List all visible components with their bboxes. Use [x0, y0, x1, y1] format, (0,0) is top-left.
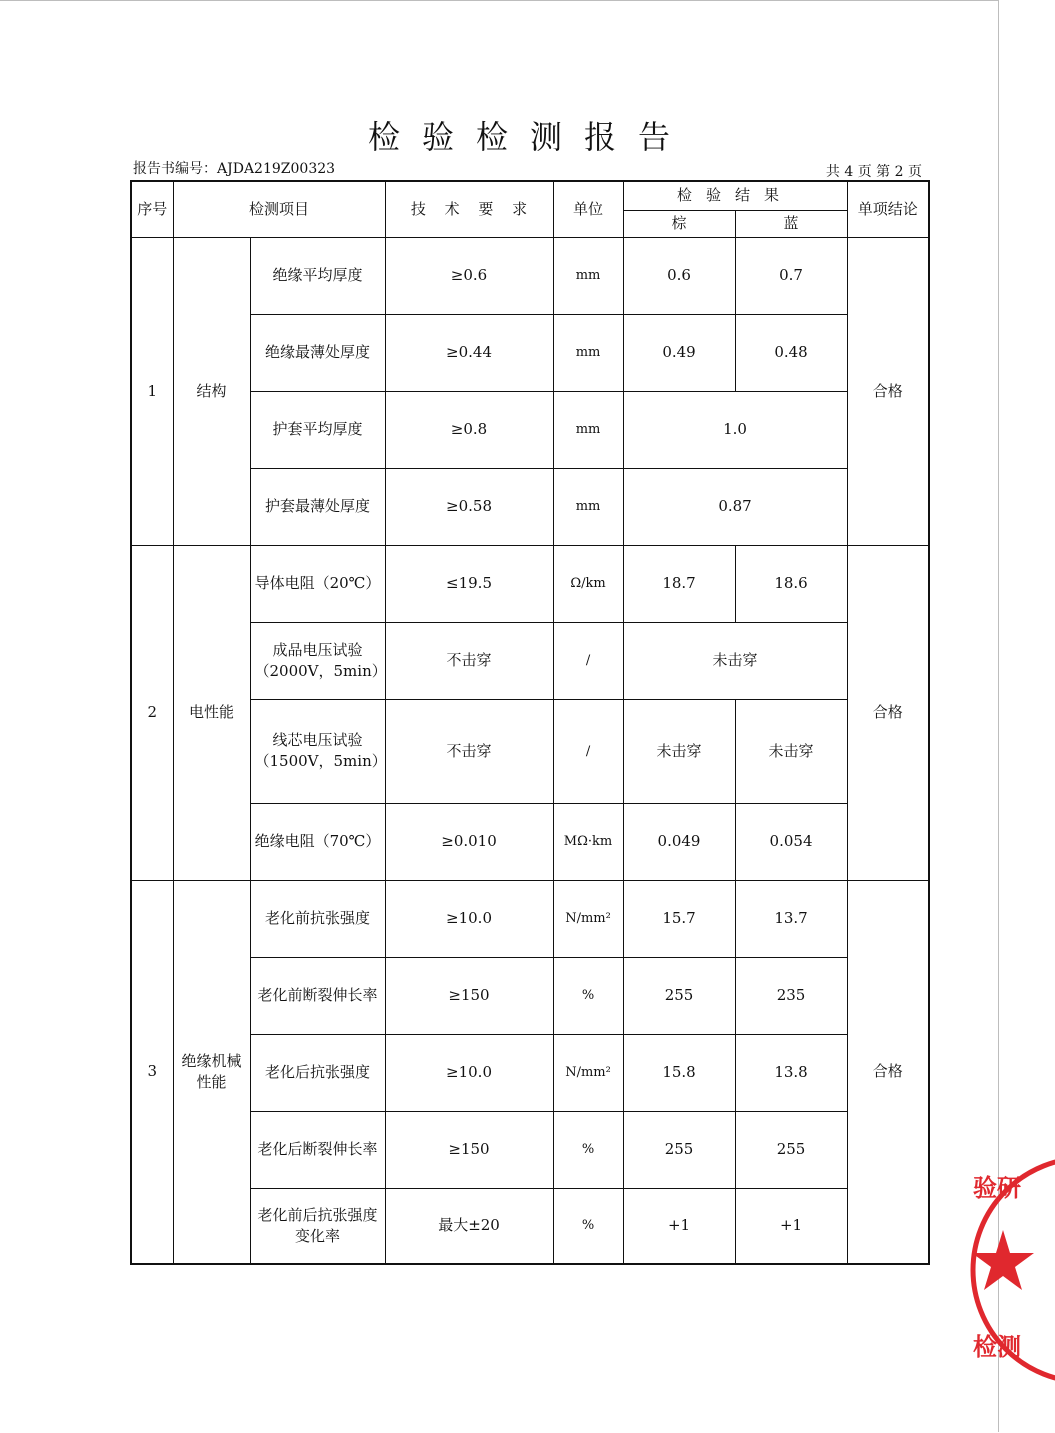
- unit: mm: [553, 237, 623, 314]
- result-brown: 0.049: [623, 803, 735, 880]
- inspection-seal: [965, 1150, 1055, 1390]
- page-info: 共 4 页 第 2 页: [825, 164, 922, 180]
- table-row: [131, 1188, 929, 1264]
- result-brown: 15.7: [623, 880, 735, 957]
- requirement: ≥0.010: [385, 803, 553, 880]
- table-row: [131, 314, 929, 391]
- requirement: ≥150: [385, 957, 553, 1034]
- result-brown: 未击穿: [623, 699, 735, 803]
- table-row: [131, 237, 929, 314]
- requirement: ≥10.0: [385, 1034, 553, 1111]
- result-brown: 15.8: [623, 1034, 735, 1111]
- result-brown: 255: [623, 1111, 735, 1188]
- svg-text:检测: 检测: [973, 1333, 1021, 1361]
- header-conclusion: 单项结论: [847, 181, 929, 237]
- item-name: 护套最薄处厚度: [250, 468, 385, 545]
- group-seq: 2: [131, 545, 173, 880]
- unit: N/mm²: [553, 1034, 623, 1111]
- table-row: [131, 468, 929, 545]
- item-name: 老化前抗张强度: [250, 880, 385, 957]
- table-row: [131, 545, 929, 622]
- header-unit: 单位: [553, 181, 623, 237]
- result-blue: 18.6: [735, 545, 847, 622]
- conclusion: 合格: [847, 880, 929, 1264]
- result-brown: 0.6: [623, 237, 735, 314]
- requirement: ≥0.44: [385, 314, 553, 391]
- requirement: ≥0.58: [385, 468, 553, 545]
- requirement: ≥0.6: [385, 237, 553, 314]
- header-requirement: 技 术 要 求: [385, 181, 553, 237]
- result-blue: +1: [735, 1188, 847, 1264]
- result-merged: 0.87: [623, 468, 847, 545]
- unit: %: [553, 1188, 623, 1264]
- unit: mm: [553, 314, 623, 391]
- conclusion: 合格: [847, 237, 929, 545]
- item-name: 老化后断裂伸长率: [250, 1111, 385, 1188]
- result-merged: 1.0: [623, 391, 847, 468]
- result-blue: 255: [735, 1111, 847, 1188]
- result-blue: 235: [735, 957, 847, 1034]
- requirement: ≥0.8: [385, 391, 553, 468]
- requirement: ≥10.0: [385, 880, 553, 957]
- result-brown: +1: [623, 1188, 735, 1264]
- group-seq: 1: [131, 237, 173, 545]
- requirement: ≤19.5: [385, 545, 553, 622]
- table-row: [131, 803, 929, 880]
- result-blue: 13.7: [735, 880, 847, 957]
- table-row: [131, 622, 929, 699]
- result-blue: 0.054: [735, 803, 847, 880]
- header-result: 检验结果: [623, 181, 847, 210]
- item-name: 导体电阻（20℃）: [250, 545, 385, 622]
- unit: Ω/km: [553, 545, 623, 622]
- requirement: ≥150: [385, 1111, 553, 1188]
- item-name: 老化前断裂伸长率: [250, 957, 385, 1034]
- unit: mm: [553, 468, 623, 545]
- result-blue: 0.7: [735, 237, 847, 314]
- requirement: 不击穿: [385, 699, 553, 803]
- result-brown: 18.7: [623, 545, 735, 622]
- header-color-blue: 蓝: [735, 210, 847, 237]
- unit: mm: [553, 391, 623, 468]
- unit: N/mm²: [553, 880, 623, 957]
- report-number: 报告书编号：AJDA219Z00323: [133, 161, 336, 177]
- table-row: [131, 699, 929, 803]
- item-name: 老化前后抗张强度变化率: [250, 1188, 385, 1264]
- requirement: 最大±20: [385, 1188, 553, 1264]
- header-color-brown: 棕: [623, 210, 735, 237]
- unit: %: [553, 1111, 623, 1188]
- item-name: 线芯电压试验（1500V，5min）: [250, 699, 385, 803]
- table-row: [131, 391, 929, 468]
- result-blue: 13.8: [735, 1034, 847, 1111]
- report-title: 检验检测报告: [367, 118, 692, 156]
- result-brown: 0.49: [623, 314, 735, 391]
- table-row: [131, 1034, 929, 1111]
- header-seq: 序号: [131, 181, 173, 237]
- item-name: 绝缘平均厚度: [250, 237, 385, 314]
- group-name: 绝缘机械性能: [173, 880, 250, 1264]
- unit: /: [553, 699, 623, 803]
- result-merged: 未击穿: [623, 622, 847, 699]
- header-item: 检测项目: [173, 181, 385, 237]
- result-blue: 未击穿: [735, 699, 847, 803]
- unit: %: [553, 957, 623, 1034]
- item-name: 成品电压试验（2000V，5min）: [250, 622, 385, 699]
- item-name: 绝缘最薄处厚度: [250, 314, 385, 391]
- group-name: 结构: [173, 237, 250, 545]
- group-seq: 3: [131, 880, 173, 1264]
- unit: MΩ·km: [553, 803, 623, 880]
- result-brown: 255: [623, 957, 735, 1034]
- seal-star-icon: [972, 1230, 1034, 1290]
- group-name: 电性能: [173, 545, 250, 880]
- result-blue: 0.48: [735, 314, 847, 391]
- item-name: 护套平均厚度: [250, 391, 385, 468]
- requirement: 不击穿: [385, 622, 553, 699]
- item-name: 绝缘电阻（70℃）: [250, 803, 385, 880]
- table-row: [131, 1111, 929, 1188]
- table-row: [131, 957, 929, 1034]
- item-name: 老化后抗张强度: [250, 1034, 385, 1111]
- unit: /: [553, 622, 623, 699]
- conclusion: 合格: [847, 545, 929, 880]
- table-row: [131, 880, 929, 957]
- inspection-table: [130, 180, 930, 1265]
- svg-text:验研: 验研: [973, 1174, 1021, 1202]
